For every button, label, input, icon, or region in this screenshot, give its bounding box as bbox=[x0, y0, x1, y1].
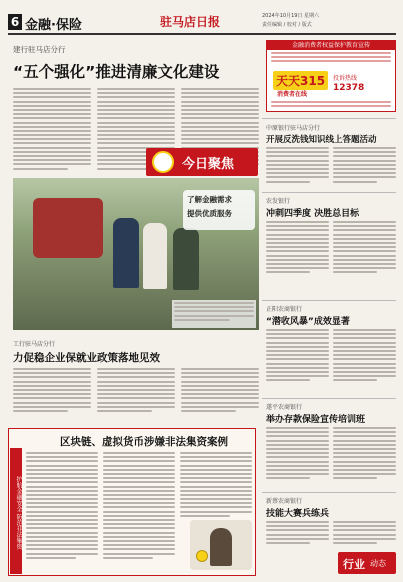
main-headline: “五个强化”推进清廉文化建设 bbox=[13, 63, 220, 81]
industry-badge-label: 行业 bbox=[343, 558, 365, 571]
icbc-body bbox=[13, 368, 259, 418]
rule bbox=[262, 192, 396, 193]
lead-right-body bbox=[266, 147, 396, 187]
section-title: 金融·保险 bbox=[25, 18, 82, 33]
illustration-person-shape bbox=[210, 528, 232, 566]
ad-hotline-label: 投诉热线 bbox=[333, 75, 358, 82]
rule bbox=[262, 398, 396, 399]
sanyang-kicker: 正阳农商银行 bbox=[266, 306, 303, 313]
industry-badge-label2: 动态 bbox=[370, 559, 386, 568]
page-number-badge: 6 bbox=[8, 14, 22, 30]
sanyang-body bbox=[266, 329, 396, 387]
date-line: 2024年10月19日 星期六 bbox=[262, 13, 320, 19]
rule bbox=[262, 118, 396, 119]
bottom-illustration bbox=[190, 520, 252, 570]
today-focus-emblem-icon bbox=[152, 151, 174, 173]
icbc-headline: 力促稳企业保就业政策落地见效 bbox=[13, 352, 160, 364]
photo-person-shape bbox=[113, 218, 139, 288]
agri-body bbox=[266, 221, 396, 281]
header-rule bbox=[8, 33, 396, 35]
photo-caption-overlay bbox=[183, 190, 255, 230]
ad-block bbox=[266, 40, 396, 112]
lead-right-headline: 开展反洗钱知识线上答题活动 bbox=[266, 135, 377, 145]
photo-caption-line: 了解金融需求 bbox=[187, 195, 232, 204]
industry-badge bbox=[338, 552, 396, 574]
ad-brand: 天天315 bbox=[273, 71, 328, 90]
illustration-coin-icon bbox=[196, 550, 208, 562]
photo-tractor-shape bbox=[33, 198, 103, 258]
main-body-column bbox=[13, 88, 91, 180]
xinzheng-kicker: 新蔡农商银行 bbox=[266, 498, 303, 505]
editor-line: 责任编辑 / 校对 / 版式 bbox=[262, 22, 312, 28]
lead-right-kicker: 中原银行驻马店分行 bbox=[266, 125, 321, 132]
ad-title-bar: 金融消费者权益保护教育宣传 bbox=[267, 41, 395, 50]
ad-body-text bbox=[267, 50, 395, 67]
main-kicker: 建行驻马店分行 bbox=[13, 45, 66, 54]
suiping-body bbox=[266, 427, 396, 485]
suiping-kicker: 遂平农商银行 bbox=[266, 404, 303, 411]
paper-logo: 驻马店日报 bbox=[160, 15, 221, 29]
photo-person-shape bbox=[173, 228, 199, 290]
photo-caption-line: 提供优质服务 bbox=[187, 209, 232, 218]
photo-caption-text bbox=[172, 300, 256, 328]
agri-headline: 冲刺四季度 决胜总目标 bbox=[266, 209, 360, 219]
ad-hotline: 12378 bbox=[333, 83, 365, 93]
sanyang-headline: “潜收风暴”成效显著 bbox=[266, 317, 350, 327]
bottom-headline: 区块链、虚拟货币涉嫌非法集资案例 bbox=[60, 436, 228, 448]
rule bbox=[262, 300, 396, 301]
today-focus-banner bbox=[146, 148, 258, 176]
today-focus-label: 今日聚焦 bbox=[182, 157, 235, 172]
xinzheng-headline: 技能大赛兵练兵 bbox=[266, 509, 330, 519]
rule bbox=[262, 492, 396, 493]
photo-person-shape bbox=[143, 223, 167, 289]
bottom-side-banner: 护航金融安全 防范非法集资 bbox=[10, 448, 22, 574]
ad-footer-text bbox=[271, 101, 391, 109]
xinzheng-body bbox=[266, 521, 396, 551]
suiping-headline: 举办存款保险宣传培训班 bbox=[266, 415, 366, 425]
ad-brand-sub: 消费者在线 bbox=[277, 91, 308, 98]
agri-kicker: 农发银行 bbox=[266, 198, 291, 205]
icbc-kicker: 工行驻马店分行 bbox=[13, 341, 56, 348]
